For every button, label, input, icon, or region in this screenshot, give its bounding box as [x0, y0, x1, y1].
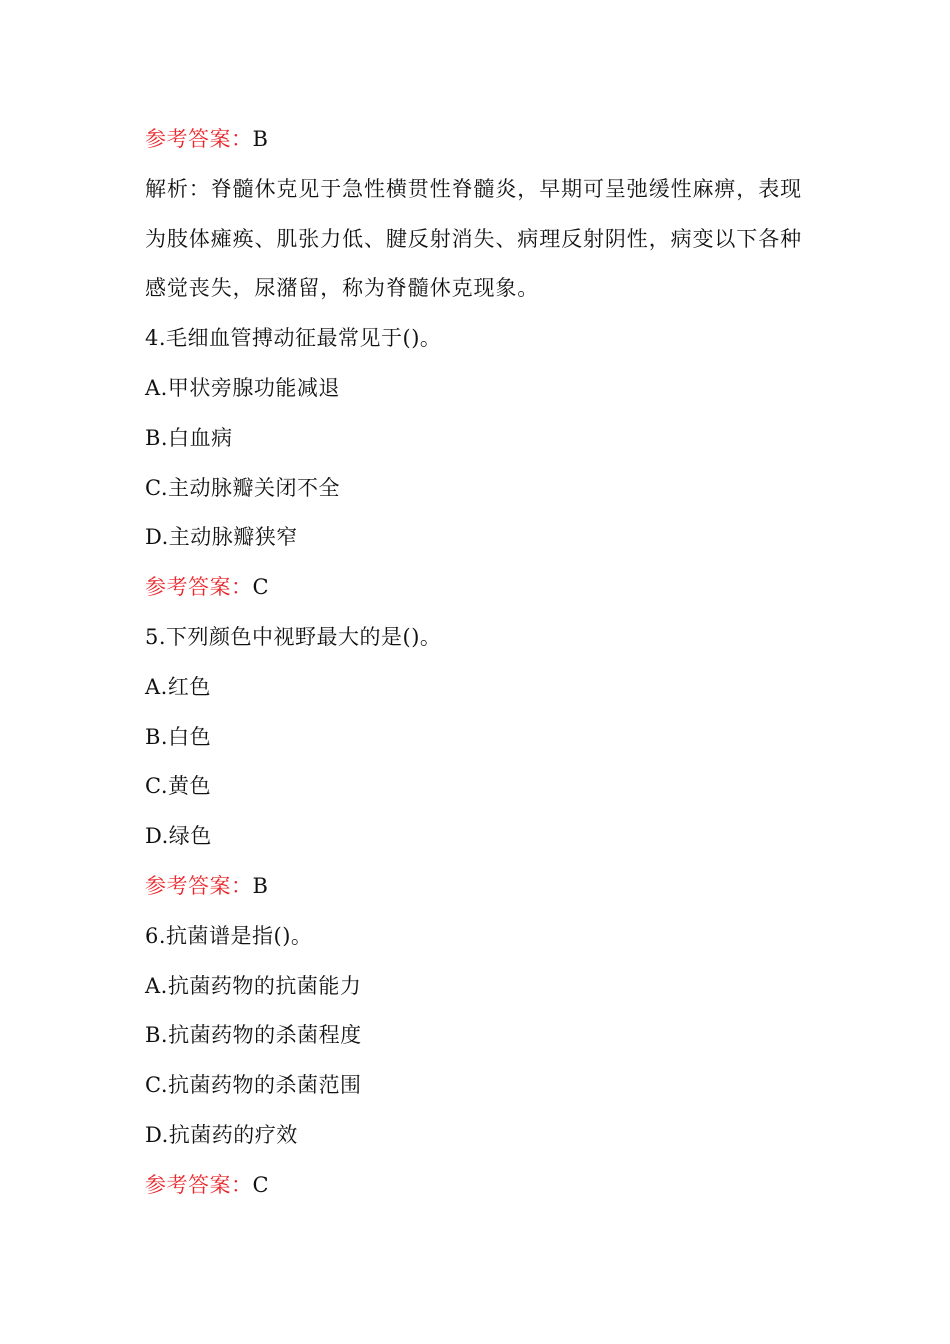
q5-answer-line [145, 862, 825, 912]
answer-label: 参考答案： [145, 127, 253, 151]
q4-option-d: D.主动脉瓣狭窄 [145, 525, 298, 550]
q6-answer-line [145, 1161, 825, 1211]
explanation-line: 感觉丧失，尿潴留，称为脊髓休克现象。 [145, 276, 540, 301]
answer-label: 参考答案： [145, 873, 253, 898]
q4-option-c: C.主动脉瓣关闭不全 [145, 475, 340, 500]
explanation-line: 解析：脊髓休克见于急性横贯性脊髓炎，早期可呈弛缓性麻痹，表现 [145, 176, 802, 201]
answer-label: 参考答案： [145, 1172, 253, 1197]
q5-question: 5.下列颜色中视野最大的是()。 [145, 624, 442, 649]
answer-letter: C [252, 1172, 270, 1197]
q4-question: 4.毛细血管搏动征最常见于()。 [145, 326, 442, 351]
document-page [145, 115, 825, 1211]
q4-answer-line [145, 563, 825, 613]
q3-explanation [145, 165, 825, 314]
q4-option-a: A.甲状旁腺功能减退 [145, 375, 340, 400]
q6-option-b: B.抗菌药物的杀菌程度 [145, 1023, 362, 1048]
answer-letter: C [252, 575, 270, 600]
q6-option-d: D.抗菌药的疗效 [145, 1122, 298, 1147]
answer-label: 参考答案： [145, 575, 253, 600]
q6-option-a: A.抗菌药物的抗菌能力 [145, 973, 362, 998]
q3-answer-line [145, 115, 825, 165]
q5-option-c: C.黄色 [145, 774, 211, 799]
answer-letter: B [252, 873, 269, 898]
answer-letter: B [252, 127, 269, 151]
q5-option-a: A.红色 [145, 674, 211, 699]
q6-option-c: C.抗菌药物的杀菌范围 [145, 1073, 362, 1098]
q5-option-d: D.绿色 [145, 824, 212, 849]
q6-question: 6.抗菌谱是指()。 [145, 923, 313, 948]
q4-option-b: B.白血病 [145, 425, 233, 450]
explanation-line: 为肢体瘫痪、肌张力低、腱反射消失、病理反射阴性，病变以下各种 [145, 226, 802, 251]
q5-option-b: B.白色 [145, 724, 212, 749]
